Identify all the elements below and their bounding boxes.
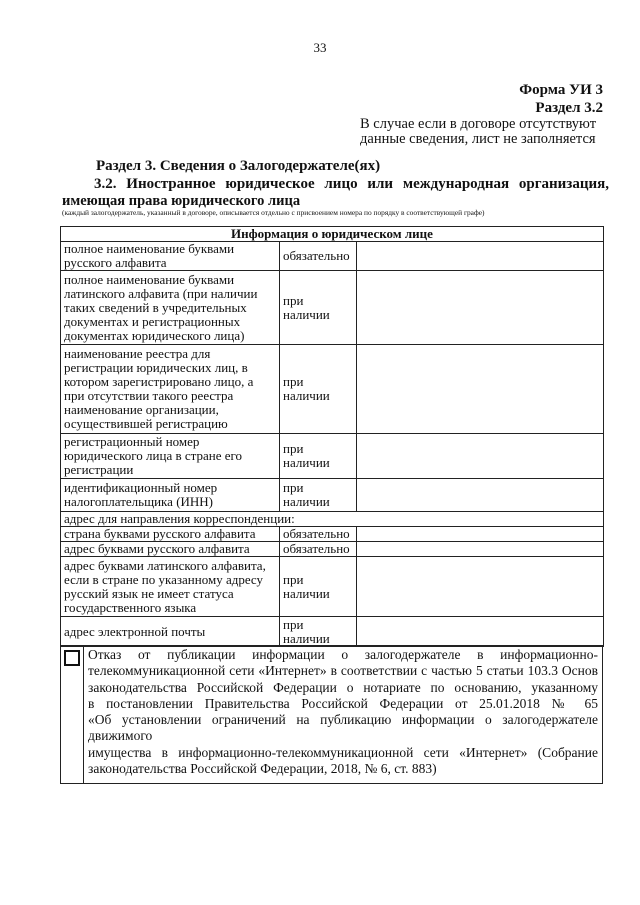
table-row: [61, 617, 604, 647]
instruction-note: (каждый залогодержатель, указанный в договоре, описывается отдельно с присвоением номера по порядку в соответствующей графе): [62, 208, 485, 217]
form-title: Форма УИ 3: [519, 82, 603, 98]
subsection-title-cont: имеющая права юридического лица: [62, 193, 301, 209]
row-status: при наличии: [280, 434, 357, 479]
legal-entity-table: [60, 226, 604, 647]
row-status: при наличии: [280, 479, 357, 512]
value-cell[interactable]: [357, 557, 604, 617]
value-cell[interactable]: [357, 434, 604, 479]
row-status: обязательно: [280, 542, 357, 557]
table-row: [61, 527, 604, 542]
note-line: В случае если в договоре отсутствуют: [360, 116, 597, 132]
row-label: страна буквами русского алфавита: [61, 527, 280, 542]
table-row: [61, 271, 604, 345]
row-status: при наличии: [280, 345, 357, 434]
table-row: [61, 242, 604, 271]
row-status: при наличии: [280, 271, 357, 345]
row-status: при наличии: [280, 557, 357, 617]
row-label: идентификационный номер налогоплательщика (ИНН): [61, 479, 280, 512]
table-row: [61, 479, 604, 512]
value-cell[interactable]: [357, 617, 604, 647]
section-title: Раздел 3. Сведения о Залогодержателе(ях): [96, 158, 381, 174]
row-status: обязательно: [280, 242, 357, 271]
refusal-block: [60, 645, 603, 784]
refusal-line: Отказ от публикации информации о залогодержателе в информационно-: [88, 647, 598, 662]
value-cell[interactable]: [357, 542, 604, 557]
table-row: [61, 557, 604, 617]
row-label: адрес электронной почты: [61, 617, 280, 647]
refusal-line: в постановлении Правительства Российской Федерации от 25.01.2018 № 65: [88, 695, 598, 711]
form-section: Раздел 3.2: [535, 100, 603, 116]
page-number: 33: [313, 40, 327, 55]
fill-note: [360, 117, 596, 147]
refusal-line: «Об установлении ограничений на публикацию информации о залогодержателе движимого: [88, 712, 598, 744]
refusal-text: [88, 647, 598, 777]
table-row: [61, 434, 604, 479]
form-label: [519, 81, 603, 117]
subsection-title: 3.2. Иностранное юридическое лицо или международная организация,: [94, 176, 609, 192]
value-cell[interactable]: [357, 242, 604, 271]
refusal-line: телекоммуникационной сети «Интернет» в соответствии с частью 5 статьи 103.3 Основ: [88, 663, 598, 679]
refusal-line: имущества в информационно-телекоммуникационной сети «Интернет» (Собрание: [88, 744, 598, 760]
refusal-line: законодательства Российской Федерации, 2018, № 6, ст. 883): [88, 761, 437, 777]
row-label: наименование реестра для регистрации юридических лиц, в котором зарегистрировано лицо, а при отсутствии такого реестра наименование организации, осуществившей регистрацию: [61, 345, 280, 434]
refusal-checkbox[interactable]: [64, 650, 80, 666]
row-label: полное наименование буквами латинского алфавита (при наличии таких сведений в учредительных документах и регистрационных документах юридического лица): [61, 271, 280, 345]
row-status: при наличии: [280, 617, 357, 647]
row-status: обязательно: [280, 527, 357, 542]
row-label: полное наименование буквами русского алфавита: [61, 242, 280, 271]
table-row: [61, 542, 604, 557]
value-cell[interactable]: [357, 271, 604, 345]
value-cell[interactable]: [357, 345, 604, 434]
row-label: адрес буквами русского алфавита: [61, 542, 280, 557]
address-header: адрес для направления корреспонденции:: [61, 512, 604, 527]
value-cell[interactable]: [357, 479, 604, 512]
row-label: регистрационный номер юридического лица в стране его регистрации: [61, 434, 280, 479]
table-row: [61, 345, 604, 434]
refusal-line: законодательства Российской Федерации о нотариате по основанию, указанному: [88, 679, 598, 695]
note-line: данные сведения, лист не заполняется: [360, 131, 596, 147]
value-cell[interactable]: [357, 527, 604, 542]
row-label: адрес буквами латинского алфавита, если в стране по указанному адресу русский язык не имеет статуса государственного языка: [61, 557, 280, 617]
table-header: Информация о юридическом лице: [61, 227, 604, 242]
